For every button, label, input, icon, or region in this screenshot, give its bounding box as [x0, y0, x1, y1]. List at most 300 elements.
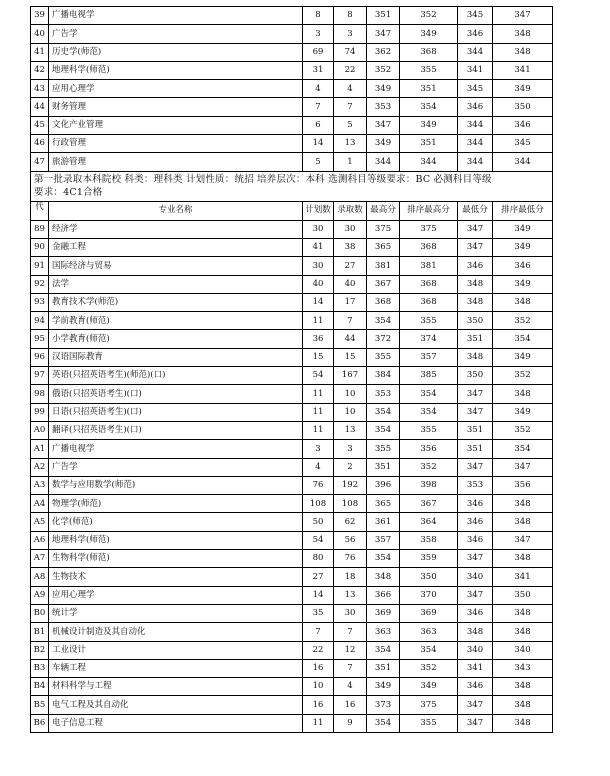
- table-row: [31, 696, 553, 714]
- header-name: 专业名称: [49, 201, 303, 220]
- cell-min: 346: [458, 25, 493, 43]
- cell-admit: 108: [334, 495, 367, 513]
- cell-admit: 22: [334, 61, 367, 79]
- section-note-line2: 要求：4C1合格: [34, 186, 103, 198]
- cell-plan: 5: [303, 153, 334, 171]
- cell-rank-min: 341: [493, 61, 553, 79]
- cell-min: 351: [458, 440, 493, 458]
- section-note-line1: 第一批录取本科院校 科类：理科类 计划性质：统招 培养层次：本科 选测科目等级要求：BC 必测科目等级: [34, 173, 492, 185]
- cell-admit: 27: [334, 257, 367, 275]
- cell-admit: 1: [334, 153, 367, 171]
- cell-code: 97: [31, 367, 49, 385]
- cell-code: B2: [31, 641, 49, 659]
- cell-major-name: 历史学(师范): [49, 43, 303, 61]
- cell-major-name: 旅游管理: [49, 153, 303, 171]
- cell-min: 350: [458, 367, 493, 385]
- cell-plan: 14: [303, 135, 334, 153]
- header-max: 最高分: [367, 201, 400, 220]
- table-row: [31, 293, 553, 311]
- cell-max: 357: [367, 531, 400, 549]
- cell-code: B6: [31, 714, 49, 732]
- cell-max: 348: [367, 568, 400, 586]
- cell-admit: 7: [334, 98, 367, 116]
- cell-max: 362: [367, 43, 400, 61]
- cell-plan: 11: [303, 312, 334, 330]
- cell-min: 344: [458, 135, 493, 153]
- cell-rank-min: 349: [493, 220, 553, 238]
- cell-code: 44: [31, 98, 49, 116]
- header-rank-max: 排序最高分: [400, 201, 458, 220]
- cell-max: 344: [367, 153, 400, 171]
- cell-plan: 6: [303, 116, 334, 134]
- cell-major-name: 材料科学与工程: [49, 678, 303, 696]
- cell-min: 347: [458, 238, 493, 256]
- cell-major-name: 广告学: [49, 458, 303, 476]
- cell-code: A5: [31, 513, 49, 531]
- cell-min: 347: [458, 696, 493, 714]
- cell-plan: 22: [303, 641, 334, 659]
- cell-admit: 13: [334, 586, 367, 604]
- cell-rank-max: 354: [400, 641, 458, 659]
- table-row: [31, 623, 553, 641]
- cell-plan: 30: [303, 220, 334, 238]
- cell-max: 347: [367, 116, 400, 134]
- cell-rank-max: 375: [400, 696, 458, 714]
- cell-major-name: 俄语(只招英语考生)(口): [49, 385, 303, 403]
- cell-rank-max: 355: [400, 61, 458, 79]
- cell-plan: 11: [303, 385, 334, 403]
- cell-rank-max: 349: [400, 116, 458, 134]
- cell-code: 91: [31, 257, 49, 275]
- cell-rank-min: 348: [493, 714, 553, 732]
- cell-plan: 16: [303, 696, 334, 714]
- cell-major-name: 生物科学(师范): [49, 550, 303, 568]
- table-row: [31, 7, 553, 25]
- cell-max: 384: [367, 367, 400, 385]
- cell-major-name: 文化产业管理: [49, 116, 303, 134]
- cell-max: 351: [367, 659, 400, 677]
- cell-rank-max: 357: [400, 348, 458, 366]
- cell-plan: 11: [303, 421, 334, 439]
- cell-admit: 15: [334, 348, 367, 366]
- cell-plan: 15: [303, 348, 334, 366]
- cell-plan: 80: [303, 550, 334, 568]
- cell-rank-min: 348: [493, 604, 553, 622]
- cell-major-name: 电子信息工程: [49, 714, 303, 732]
- cell-admit: 192: [334, 476, 367, 494]
- cell-rank-min: 348: [493, 623, 553, 641]
- cell-major-name: 国际经济与贸易: [49, 257, 303, 275]
- header-code: [31, 201, 49, 220]
- cell-code: 99: [31, 403, 49, 421]
- cell-rank-min: 348: [493, 696, 553, 714]
- cell-min: 351: [458, 330, 493, 348]
- cell-major-name: 汉语国际教育: [49, 348, 303, 366]
- cell-rank-max: 368: [400, 43, 458, 61]
- cell-code: A6: [31, 531, 49, 549]
- cell-rank-min: 349: [493, 348, 553, 366]
- table-row: [31, 568, 553, 586]
- cell-rank-max: 352: [400, 7, 458, 25]
- table-row: [31, 348, 553, 366]
- cell-code: B5: [31, 696, 49, 714]
- cell-max: 354: [367, 714, 400, 732]
- cell-code: 40: [31, 25, 49, 43]
- table-row: [31, 135, 553, 153]
- cell-max: 361: [367, 513, 400, 531]
- cell-rank-min: 348: [493, 293, 553, 311]
- cell-max: 354: [367, 421, 400, 439]
- cell-major-name: 应用心理学: [49, 586, 303, 604]
- cell-major-name: 物理学(师范): [49, 495, 303, 513]
- table-row: [31, 714, 553, 732]
- table-row: [31, 513, 553, 531]
- cell-rank-max: 374: [400, 330, 458, 348]
- cell-min: 345: [458, 7, 493, 25]
- table-row: [31, 659, 553, 677]
- cell-max: 372: [367, 330, 400, 348]
- table-row: [31, 220, 553, 238]
- cell-rank-min: 346: [493, 257, 553, 275]
- cell-admit: 18: [334, 568, 367, 586]
- cell-min: 347: [458, 586, 493, 604]
- cell-min: 351: [458, 421, 493, 439]
- cell-rank-min: 349: [493, 275, 553, 293]
- cell-max: 365: [367, 495, 400, 513]
- cell-max: 355: [367, 348, 400, 366]
- table-row: [31, 531, 553, 549]
- cell-plan: 8: [303, 7, 334, 25]
- cell-max: 349: [367, 80, 400, 98]
- cell-rank-min: 349: [493, 238, 553, 256]
- bottom-table-body: [31, 220, 553, 732]
- cell-plan: 14: [303, 293, 334, 311]
- cell-admit: 56: [334, 531, 367, 549]
- cell-rank-min: 348: [493, 385, 553, 403]
- cell-code: A4: [31, 495, 49, 513]
- cell-rank-max: 368: [400, 275, 458, 293]
- cell-admit: 40: [334, 275, 367, 293]
- cell-rank-max: 349: [400, 678, 458, 696]
- cell-min: 347: [458, 220, 493, 238]
- cell-max: 369: [367, 604, 400, 622]
- cell-rank-max: 354: [400, 98, 458, 116]
- cell-rank-max: 369: [400, 604, 458, 622]
- cell-max: 351: [367, 7, 400, 25]
- cell-code: 93: [31, 293, 49, 311]
- cell-plan: 31: [303, 61, 334, 79]
- section-note: [31, 171, 553, 201]
- cell-admit: 167: [334, 367, 367, 385]
- cell-rank-max: 359: [400, 550, 458, 568]
- cell-admit: 7: [334, 312, 367, 330]
- table-row: [31, 312, 553, 330]
- cell-code: A1: [31, 440, 49, 458]
- top-table-body: [31, 7, 553, 172]
- cell-admit: 16: [334, 696, 367, 714]
- cell-max: 353: [367, 98, 400, 116]
- cell-rank-max: 355: [400, 714, 458, 732]
- header-code-top: 代: [35, 201, 44, 212]
- cell-code: 92: [31, 275, 49, 293]
- cell-min: 346: [458, 513, 493, 531]
- cell-admit: 10: [334, 385, 367, 403]
- cell-min: 348: [458, 348, 493, 366]
- cell-rank-max: 344: [400, 153, 458, 171]
- cell-plan: 10: [303, 678, 334, 696]
- cell-plan: 3: [303, 440, 334, 458]
- cell-min: 347: [458, 714, 493, 732]
- cell-rank-min: 341: [493, 568, 553, 586]
- table-row: [31, 403, 553, 421]
- cell-min: 346: [458, 98, 493, 116]
- cell-rank-min: 352: [493, 367, 553, 385]
- cell-rank-min: 354: [493, 330, 553, 348]
- cell-rank-max: 363: [400, 623, 458, 641]
- cell-plan: 11: [303, 403, 334, 421]
- cell-major-name: 财务管理: [49, 98, 303, 116]
- cell-min: 344: [458, 153, 493, 171]
- table-row: [31, 257, 553, 275]
- cell-rank-max: 351: [400, 80, 458, 98]
- cell-plan: 76: [303, 476, 334, 494]
- cell-major-name: 翻译(只招英语考生)(口): [49, 421, 303, 439]
- cell-max: 396: [367, 476, 400, 494]
- cell-code: 94: [31, 312, 49, 330]
- cell-major-name: 小学教育(师范): [49, 330, 303, 348]
- table-row: [31, 641, 553, 659]
- cell-code: A8: [31, 568, 49, 586]
- cell-plan: 54: [303, 367, 334, 385]
- cell-code: 39: [31, 7, 49, 25]
- cell-code: B0: [31, 604, 49, 622]
- cell-code: 42: [31, 61, 49, 79]
- cell-major-name: 学前教育(师范): [49, 312, 303, 330]
- cell-rank-min: 348: [493, 550, 553, 568]
- cell-code: A2: [31, 458, 49, 476]
- cell-rank-max: 352: [400, 458, 458, 476]
- cell-major-name: 数学与应用数学(师范): [49, 476, 303, 494]
- cell-major-name: 工业设计: [49, 641, 303, 659]
- cell-admit: 38: [334, 238, 367, 256]
- cell-admit: 62: [334, 513, 367, 531]
- table-row: [31, 25, 553, 43]
- cell-min: 347: [458, 385, 493, 403]
- cell-min: 346: [458, 531, 493, 549]
- cell-admit: 9: [334, 714, 367, 732]
- cell-plan: 27: [303, 568, 334, 586]
- cell-rank-max: 385: [400, 367, 458, 385]
- cell-max: 354: [367, 641, 400, 659]
- cell-admit: 3: [334, 25, 367, 43]
- cell-plan: 30: [303, 257, 334, 275]
- cell-major-name: 广告学: [49, 25, 303, 43]
- cell-rank-min: 340: [493, 641, 553, 659]
- cell-plan: 36: [303, 330, 334, 348]
- table-row: [31, 275, 553, 293]
- cell-min: 347: [458, 403, 493, 421]
- cell-rank-min: 352: [493, 421, 553, 439]
- cell-rank-min: 345: [493, 135, 553, 153]
- table-row: [31, 98, 553, 116]
- table-row: [31, 330, 553, 348]
- cell-admit: 4: [334, 80, 367, 98]
- table-row: [31, 586, 553, 604]
- cell-admit: 2: [334, 458, 367, 476]
- cell-code: A7: [31, 550, 49, 568]
- cell-major-name: 地理科学(师范): [49, 531, 303, 549]
- cell-admit: 17: [334, 293, 367, 311]
- cell-rank-max: 349: [400, 25, 458, 43]
- cell-rank-max: 364: [400, 513, 458, 531]
- cell-admit: 3: [334, 440, 367, 458]
- cell-plan: 4: [303, 80, 334, 98]
- cell-admit: 8: [334, 7, 367, 25]
- cell-rank-max: 354: [400, 403, 458, 421]
- cell-rank-min: 348: [493, 43, 553, 61]
- cell-min: 340: [458, 641, 493, 659]
- cell-rank-min: 348: [493, 495, 553, 513]
- cell-code: A9: [31, 586, 49, 604]
- cell-admit: 44: [334, 330, 367, 348]
- cell-rank-max: 350: [400, 568, 458, 586]
- table-row: [31, 80, 553, 98]
- table-row: [31, 421, 553, 439]
- cell-plan: 54: [303, 531, 334, 549]
- cell-max: 354: [367, 312, 400, 330]
- header-min: 最低分: [458, 201, 493, 220]
- cell-min: 340: [458, 568, 493, 586]
- cell-rank-min: 350: [493, 586, 553, 604]
- cell-code: A0: [31, 421, 49, 439]
- header-admit: 录取数: [334, 201, 367, 220]
- cell-major-name: 电气工程及其自动化: [49, 696, 303, 714]
- cell-min: 347: [458, 458, 493, 476]
- cell-max: 349: [367, 135, 400, 153]
- cell-min: 348: [458, 275, 493, 293]
- cell-rank-max: 381: [400, 257, 458, 275]
- cell-min: 346: [458, 604, 493, 622]
- cell-admit: 7: [334, 659, 367, 677]
- cell-admit: 12: [334, 641, 367, 659]
- cell-plan: 7: [303, 623, 334, 641]
- cell-min: 345: [458, 80, 493, 98]
- cell-max: 355: [367, 440, 400, 458]
- cell-code: 95: [31, 330, 49, 348]
- cell-plan: 3: [303, 25, 334, 43]
- cell-rank-max: 368: [400, 293, 458, 311]
- admission-score-table: [30, 6, 553, 733]
- cell-major-name: 广播电视学: [49, 440, 303, 458]
- cell-min: 348: [458, 623, 493, 641]
- cell-admit: 5: [334, 116, 367, 134]
- cell-min: 346: [458, 678, 493, 696]
- cell-admit: 7: [334, 623, 367, 641]
- table-row: [31, 604, 553, 622]
- cell-major-name: 车辆工程: [49, 659, 303, 677]
- cell-major-name: 生物技术: [49, 568, 303, 586]
- cell-major-name: 金融工程: [49, 238, 303, 256]
- cell-rank-min: 356: [493, 476, 553, 494]
- cell-code: B3: [31, 659, 49, 677]
- table-row: [31, 116, 553, 134]
- cell-plan: 11: [303, 714, 334, 732]
- cell-max: 347: [367, 25, 400, 43]
- cell-code: 96: [31, 348, 49, 366]
- cell-major-name: 机械设计制造及其自动化: [49, 623, 303, 641]
- cell-min: 341: [458, 61, 493, 79]
- cell-plan: 108: [303, 495, 334, 513]
- cell-code: A3: [31, 476, 49, 494]
- cell-rank-min: 349: [493, 80, 553, 98]
- cell-plan: 14: [303, 586, 334, 604]
- cell-plan: 69: [303, 43, 334, 61]
- table-row: [31, 153, 553, 171]
- cell-major-name: 经济学: [49, 220, 303, 238]
- cell-rank-min: 348: [493, 25, 553, 43]
- cell-rank-min: 343: [493, 659, 553, 677]
- cell-rank-max: 356: [400, 440, 458, 458]
- cell-max: 351: [367, 458, 400, 476]
- cell-rank-max: 367: [400, 495, 458, 513]
- cell-rank-max: 355: [400, 312, 458, 330]
- cell-rank-min: 347: [493, 458, 553, 476]
- cell-code: 47: [31, 153, 49, 171]
- cell-admit: 13: [334, 135, 367, 153]
- table-row: [31, 385, 553, 403]
- cell-max: 363: [367, 623, 400, 641]
- cell-plan: 35: [303, 604, 334, 622]
- cell-rank-max: 352: [400, 659, 458, 677]
- cell-rank-min: 352: [493, 312, 553, 330]
- cell-min: 347: [458, 550, 493, 568]
- cell-min: 341: [458, 659, 493, 677]
- cell-rank-max: 375: [400, 220, 458, 238]
- cell-plan: 16: [303, 659, 334, 677]
- cell-rank-max: 368: [400, 238, 458, 256]
- table-row: [31, 550, 553, 568]
- cell-max: 375: [367, 220, 400, 238]
- cell-rank-min: 348: [493, 678, 553, 696]
- cell-rank-min: 347: [493, 531, 553, 549]
- cell-code: 45: [31, 116, 49, 134]
- cell-major-name: 法学: [49, 275, 303, 293]
- cell-max: 373: [367, 696, 400, 714]
- table-row: [31, 440, 553, 458]
- cell-min: 344: [458, 43, 493, 61]
- cell-max: 366: [367, 586, 400, 604]
- cell-major-name: 日语(只招英语考生)(口): [49, 403, 303, 421]
- cell-max: 354: [367, 550, 400, 568]
- cell-plan: 41: [303, 238, 334, 256]
- cell-code: B1: [31, 623, 49, 641]
- cell-rank-min: 344: [493, 153, 553, 171]
- cell-major-name: 广播电视学: [49, 7, 303, 25]
- cell-plan: 7: [303, 98, 334, 116]
- cell-min: 344: [458, 116, 493, 134]
- cell-plan: 4: [303, 458, 334, 476]
- cell-min: 348: [458, 293, 493, 311]
- table-row: [31, 476, 553, 494]
- cell-major-name: 教育技术学(师范): [49, 293, 303, 311]
- table-header-row: [31, 201, 553, 220]
- cell-admit: 10: [334, 403, 367, 421]
- cell-admit: 4: [334, 678, 367, 696]
- cell-admit: 30: [334, 604, 367, 622]
- cell-min: 350: [458, 312, 493, 330]
- cell-rank-min: 346: [493, 116, 553, 134]
- cell-min: 346: [458, 257, 493, 275]
